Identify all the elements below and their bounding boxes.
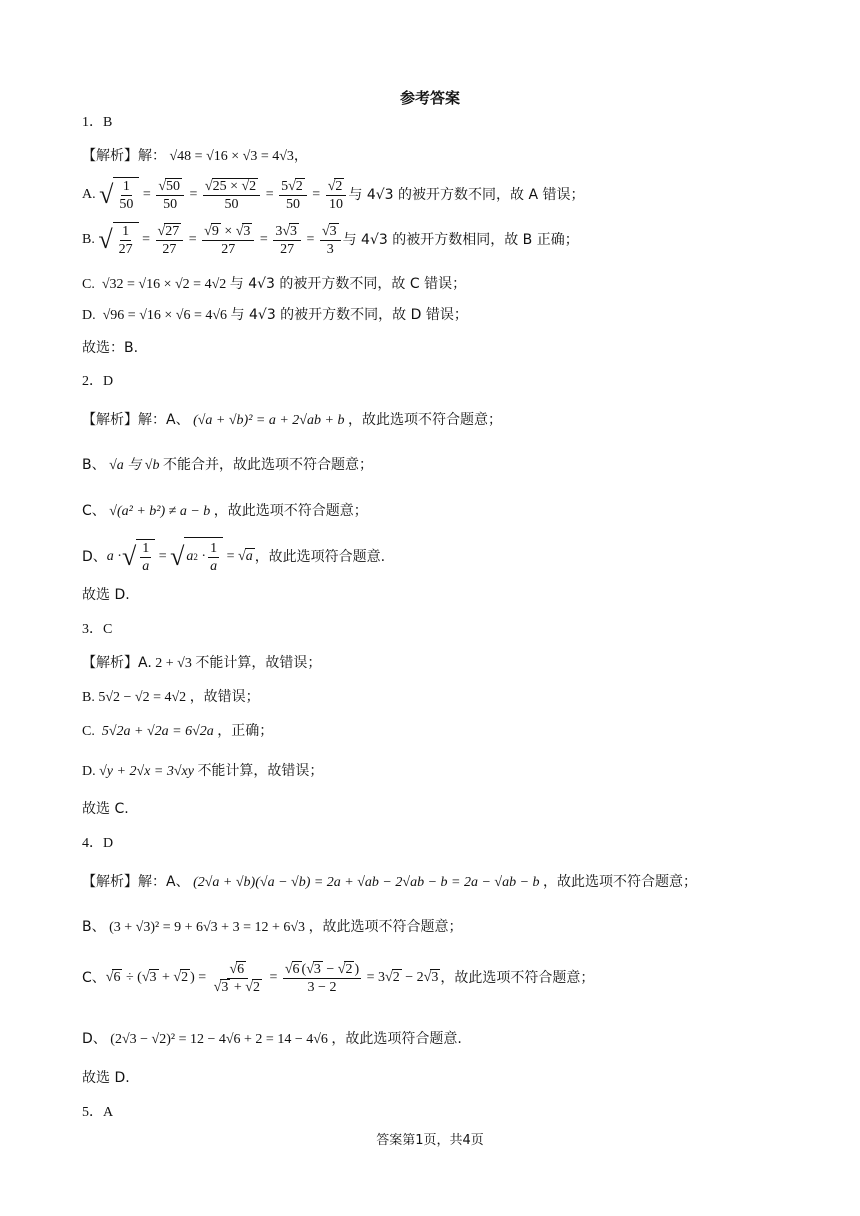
- q4-c-tail: ，故此选项不符合题意；: [440, 970, 595, 986]
- q2-conclusion: 故选 D.: [82, 587, 130, 603]
- q1-c-label: C.: [82, 277, 95, 292]
- q1-a-frac-1: $\frac{√50}{50}$: [156, 178, 184, 213]
- q2-analysis-label: 【解析】解：A、: [82, 412, 190, 428]
- q1-b-frac-2: $\frac{√9 \times √3}{27}$: [202, 223, 254, 258]
- q4-a-expr: (2√a + √b)(√a − √b) = 2a + √ab − 2√ab − b = 2a − √ab − b: [193, 875, 540, 890]
- q2-option-c: [82, 502, 368, 521]
- q4-b-expr: (3 + √3)² = 9 + 6√3 + 3 = 12 + 6√3: [109, 920, 306, 935]
- q2-c-tail: ，故此选项不符合题意；: [213, 503, 368, 519]
- q3-c-tail: ，正确；: [217, 723, 274, 739]
- q2-b-label: B、: [82, 457, 106, 473]
- q1-d-label: D.: [82, 308, 96, 323]
- q4-c-label: C、: [82, 970, 106, 986]
- q4-conclusion: 故选 D.: [82, 1070, 130, 1086]
- q1-option-c: [82, 275, 466, 294]
- q3-b-label: B.: [82, 690, 95, 705]
- q2-a-tail: ，故此选项不符合题意；: [347, 412, 502, 428]
- q3-d-expr: √y + 2√x = 3√xy: [99, 764, 194, 779]
- page-footer: 答案第1页，共4页: [376, 1133, 484, 1148]
- q1-analysis-expr: √48 = √16 × √3 = 4√3，: [169, 149, 308, 164]
- q2-d-tail: ，故此选项符合题意.: [254, 548, 386, 565]
- q3-a-tail: 不能计算，故错误；: [195, 655, 322, 671]
- q3-option-d: [82, 762, 323, 781]
- q2-option-b: [82, 456, 373, 475]
- q4-option-a: [82, 873, 697, 892]
- q1-heading: 1．B: [82, 115, 113, 130]
- q4-option-d: [82, 1030, 462, 1049]
- q4-option-c: C、 √6 ÷ (√3 + √2 ) = $\frac{√6}{√3 + √2}$ = $\frac{√6 (√3 - √2 )}{3 - 2}$ = 3√2 − 2√3 ，故此选项不符合题意；: [82, 958, 594, 998]
- q4-heading: 4．D: [82, 836, 114, 851]
- q4-c-frac-1: $\frac{√6}{√3 + √2}$: [213, 961, 260, 995]
- q3-a-label: 【解析】A.: [82, 655, 152, 671]
- q4-b-label: B、: [82, 919, 106, 935]
- q3-c-expr: 5√2a + √2a = 6√2a: [101, 724, 214, 739]
- q2-option-a: [82, 411, 502, 430]
- q1-b-tail: 与 4√3 的被开方数相同，故 B 正确；: [342, 232, 579, 248]
- q1-option-d: [82, 306, 468, 325]
- q2-option-d: D、 a · √ $\frac{1}{a}$ = √ a 2 · $\frac{1}{a}$ = √a ，故此选项符合题意.: [82, 537, 385, 576]
- q3-a-expr: 2 + √3: [155, 656, 192, 671]
- q4-d-label: D、: [82, 1031, 107, 1047]
- q1-a-sqrt-frac: √ $\frac{1}{50}$: [99, 177, 139, 213]
- q1-c-expr: √32 = √16 × √2 = 4√2: [101, 277, 227, 292]
- q4-a-tail: ，故此选项不符合题意；: [543, 874, 698, 890]
- q1-option-a: A. √ $\frac{1}{50}$ = $\frac{√50}{50}$ = $\frac{√25 \times √2}{50}$ = $\frac{5√2}{50}$ = $\frac{√2}{10}$ 与 4√3 的被开方数不同，故 A 错误；: [82, 178, 585, 212]
- q1-c-tail: 与 4√3 的被开方数不同，故 C 错误；: [229, 276, 467, 292]
- q1-conclusion: 故选：B.: [82, 340, 139, 356]
- q2-c-label: C、: [82, 503, 106, 519]
- q1-analysis: [82, 147, 308, 166]
- q3-option-c: [82, 722, 273, 741]
- q1-analysis-label: 【解析】解：: [82, 148, 166, 164]
- q4-b-tail: ，故此选项不符合题意；: [308, 919, 463, 935]
- q2-heading: 2．D: [82, 374, 114, 389]
- q2-b-expr: √a 与 √b: [109, 458, 160, 473]
- q4-d-expr: (2√3 − √2)² = 12 − 4√6 + 2 = 14 − 4√6: [110, 1032, 328, 1047]
- q1-a-frac-2: $\frac{√25 \times √2}{50}$: [203, 178, 260, 213]
- q1-d-tail: 与 4√3 的被开方数不同，故 D 错误；: [230, 307, 468, 323]
- q3-conclusion: 故选 C.: [82, 801, 129, 817]
- q3-heading: 3．C: [82, 622, 113, 637]
- q3-d-tail: 不能计算，故错误；: [197, 763, 324, 779]
- q2-a-expr: (√a + √b)² = a + 2√ab + b: [193, 413, 345, 428]
- q3-option-a: [82, 654, 321, 673]
- page-title: 参考答案: [399, 89, 460, 107]
- q2-d-sqrt-1: √ $\frac{1}{a}$: [122, 539, 155, 575]
- q2-d-sqrt-2: √ a 2 · $\frac{1}{a}$: [170, 537, 223, 576]
- q2-c-expr: √(a² + b²) ≠ a − b: [109, 504, 211, 519]
- q4-d-tail: ，故此选项符合题意.: [331, 1031, 462, 1047]
- q1-d-expr: √96 = √16 × √6 = 4√6: [102, 308, 228, 323]
- q3-b-expr: 5√2 − √2 = 4√2: [98, 690, 187, 705]
- q1-a-frac-3: $\frac{5√2}{50}$: [279, 178, 307, 213]
- q3-d-label: D.: [82, 764, 96, 779]
- q4-analysis-label: 【解析】解：A、: [82, 874, 190, 890]
- q1-b-frac-4: $\frac{√3}{3}$: [320, 223, 341, 258]
- q1-option-b: B. √ $\frac{1}{27}$ = $\frac{√27}{27}$ = $\frac{√9 \times √3}{27}$ = $\frac{3√3}{27}$ = $\frac{√3}{3}$ 与 4√3 的被开方数相同，故 B 正确；: [82, 223, 579, 257]
- q1-b-frac-1: $\frac{√27}{27}$: [156, 223, 184, 258]
- q3-option-b: [82, 688, 260, 707]
- q5-heading: 5．A: [82, 1105, 114, 1120]
- q4-c-frac-2: $\frac{√6 (√3 - √2 )}{3 - 2}$: [284, 961, 360, 995]
- q2-b-tail: 不能合并，故此选项不符合题意；: [162, 457, 373, 473]
- q1-a-frac-4: $\frac{√2}{10}$: [326, 178, 347, 213]
- q3-c-label: C.: [82, 724, 95, 739]
- q1-b-sqrt-frac: √ $\frac{1}{27}$: [98, 222, 138, 258]
- q1-b-frac-3: $\frac{3√3}{27}$: [273, 223, 301, 258]
- q4-option-b: [82, 918, 463, 937]
- q1-b-label: B.: [82, 232, 95, 247]
- q1-a-tail: 与 4√3 的被开方数不同，故 A 错误；: [348, 187, 585, 203]
- q1-a-label: A.: [82, 187, 96, 202]
- q2-d-label: D、: [82, 548, 107, 565]
- q3-b-tail: ，故错误；: [189, 689, 260, 705]
